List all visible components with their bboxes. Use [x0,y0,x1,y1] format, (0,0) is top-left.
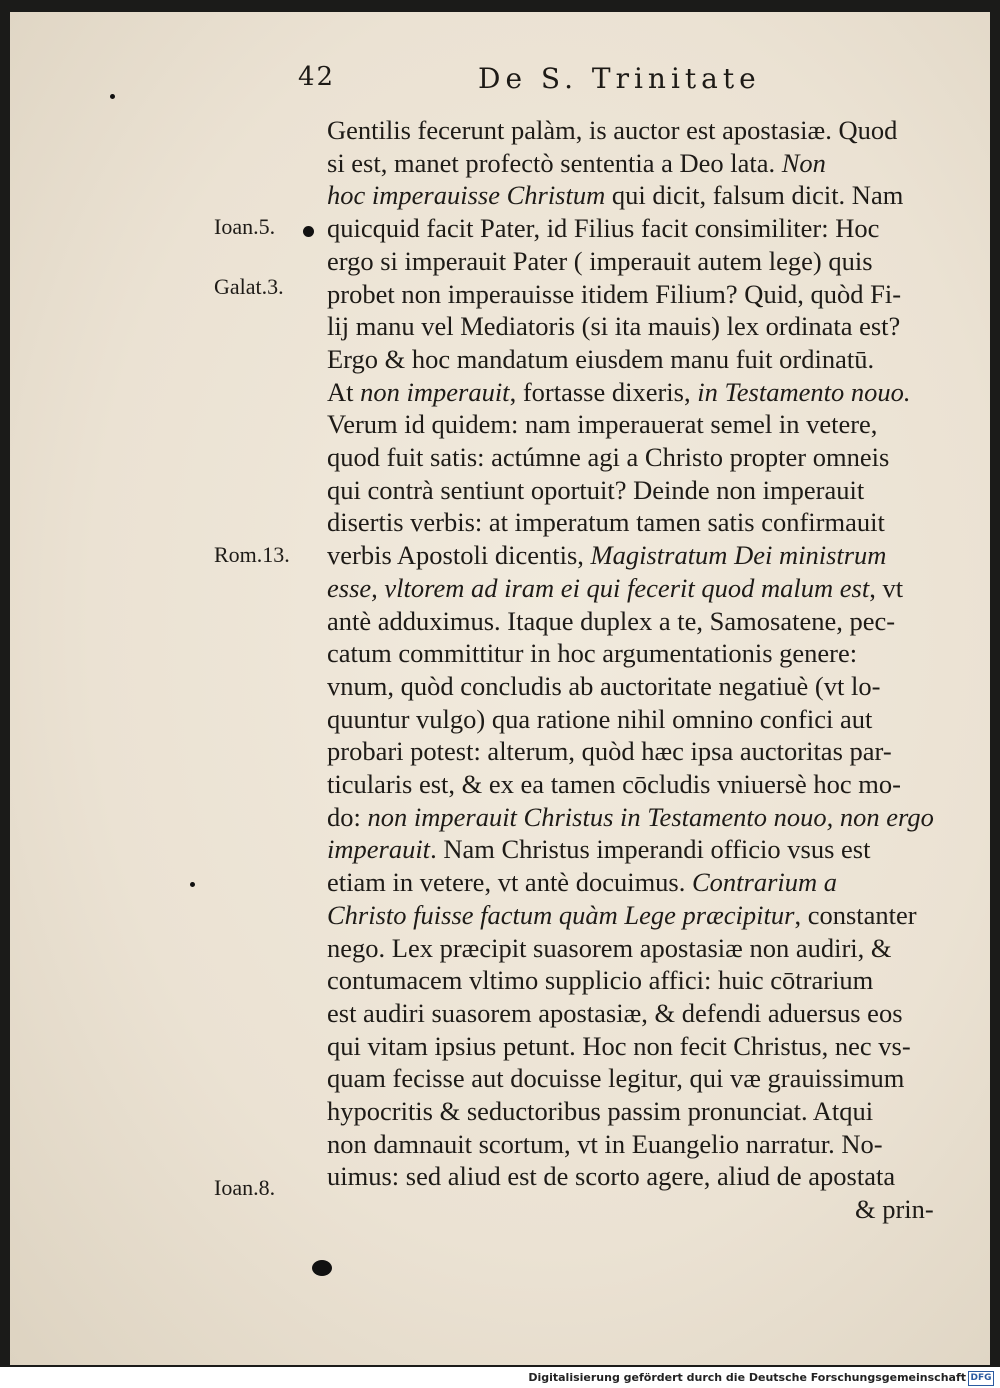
text-segment: contumacem vltimo supplicio affici: huic cōtrarium [327,965,874,996]
text-line [327,571,949,605]
text-segment: non damnauit scortum, vt in Euangelio narratur. No- [327,1128,883,1159]
italic-text: Christo fuisse factum quàm Lege præcipitur [327,899,795,930]
text-segment: do: [327,801,368,832]
text-segment: quam fecisse aut docuisse legitur, qui væ grauissimum [327,1063,905,1094]
text-segment: , constanter [794,899,917,930]
footer-credit: Digitalisierung gefördert durch die Deutsche Forschungsgemeinschaft [528,1371,966,1384]
text-line [855,1192,955,1226]
text-line [327,538,949,572]
text-segment: Ergo & hoc mandatum eiusdem manu fuit ordinatū. [327,343,875,374]
text-line [327,1029,949,1063]
ink-spot [303,226,314,237]
text-line [327,1127,949,1161]
text-segment: , vt [869,572,904,603]
text-line [327,178,949,212]
text-line [327,669,949,703]
text-segment: . Nam Christus imperandi officio vsus est [430,834,871,865]
text-segment: lij manu vel Mediatoris (si ita mauis) lex ordinata est? [327,311,901,342]
text-line [327,342,949,376]
text-segment: At [327,376,361,407]
text-segment: quicquid facit Pater, id Filius facit consimiliter: Hoc [327,213,880,244]
italic-text: Contrarium a [692,867,838,898]
text-line [327,407,949,441]
text-line [327,636,949,670]
text-line [327,440,949,474]
text-segment: , fortasse dixeris, [509,376,698,407]
dfg-logo-icon: DFG [968,1371,994,1386]
italic-text: in Testamento nouo. [697,376,911,407]
text-segment: verbis Apostoli dicentis, [327,540,591,571]
text-segment: & prin- [855,1194,934,1225]
text-line [327,832,949,866]
text-line [327,1061,949,1095]
text-segment: si est, manet profectò sententia a Deo lata. [327,147,782,178]
text-segment: vnum, quòd concludis ab auctoritate negatiuè (vt lo- [327,670,881,701]
text-line [327,505,949,539]
text-line [327,146,949,180]
margin-note: Ioan.8. [214,1175,276,1200]
text-line [327,375,949,409]
text-line [327,113,949,147]
text-segment: disertis verbis: at imperatum tamen satis confirmauit [327,507,885,538]
text-line [327,309,949,343]
text-segment: probari potest: alterum, quòd hæc ipsa auctoritas par- [327,736,892,767]
text-line [327,898,949,932]
text-line [327,1094,949,1128]
text-segment: ticularis est, & ex ea tamen cōcludis vniuersè hoc mo- [327,769,901,799]
text-line [327,734,949,768]
text-line [327,244,949,278]
text-line [327,963,949,997]
margin-note: Rom.13. [214,542,290,567]
italic-text: esse, vltorem ad iram ei qui fecerit quod malum est [327,572,870,603]
text-segment: nego. Lex præcipit suasorem apostasiæ non audiri, & [327,932,892,963]
text-line [327,767,949,801]
text-line [327,473,949,507]
text-segment: Verum id quidem: nam imperauerat semel in vetere, [327,409,878,440]
text-segment: Gentilis fecerunt palàm, is auctor est apostasiæ. Quod [327,115,898,145]
text-line [327,800,949,834]
text-segment: uimus: sed aliud est de scorto agere, aliud de apostata [327,1161,896,1192]
italic-text: Magistratum Dei ministrum [590,540,887,571]
text-line [327,1159,949,1193]
italic-text: non imperauit [360,376,510,407]
text-line [327,931,949,965]
text-segment: qui vitam ipsius petunt. Hoc non fecit Christus, nec vs- [327,1030,911,1061]
margin-note: Galat.3. [214,274,284,299]
text-line [327,211,949,245]
text-segment: quuntur vulgo) qua ratione nihil omnino confici aut [327,703,873,734]
italic-text: imperauit [327,834,431,865]
text-segment: qui contrà sentiunt oportuit? Deinde non imperauit [327,474,865,505]
text-segment: quod fuit satis: actúmne agi a Christo propter omneis [327,442,890,472]
text-segment: antè adduximus. Itaque duplex a te, Samosatene, pec- [327,605,896,636]
text-line [327,604,949,638]
italic-text: hoc imperauisse Christum [327,180,606,211]
text-segment: etiam in vetere, vt antè docuimus. [327,867,692,898]
text-segment: qui dicit, falsum dicit. Nam [605,180,904,211]
page-number: 42 [298,62,336,92]
text-segment: catum committitur in hoc argumentationis genere: [327,638,858,669]
text-line [327,865,949,899]
text-segment: est audiri suasorem apostasiæ, & defendi aduersus eos [327,997,903,1028]
text-segment: probet non imperauisse itidem Filium? Quid, quòd Fi- [327,278,902,309]
ink-spot [190,882,195,887]
ink-spot [110,94,115,99]
text-segment: hypocritis & seductoribus passim pronunciat. Atqui [327,1096,874,1126]
text-segment: ergo si imperauit Pater ( imperauit autem lege) quis [327,245,873,276]
italic-text: non imperauit Christus in Testamento nouo, non ergo [367,801,934,832]
ink-spot [312,1260,332,1276]
footer-bar [0,1367,1000,1388]
text-line [327,996,949,1030]
margin-note: Ioan.5. [214,214,276,239]
running-title: De S. Trinitate [478,62,761,95]
text-line [327,702,949,736]
text-line [327,277,949,311]
italic-text: Non [781,147,826,178]
